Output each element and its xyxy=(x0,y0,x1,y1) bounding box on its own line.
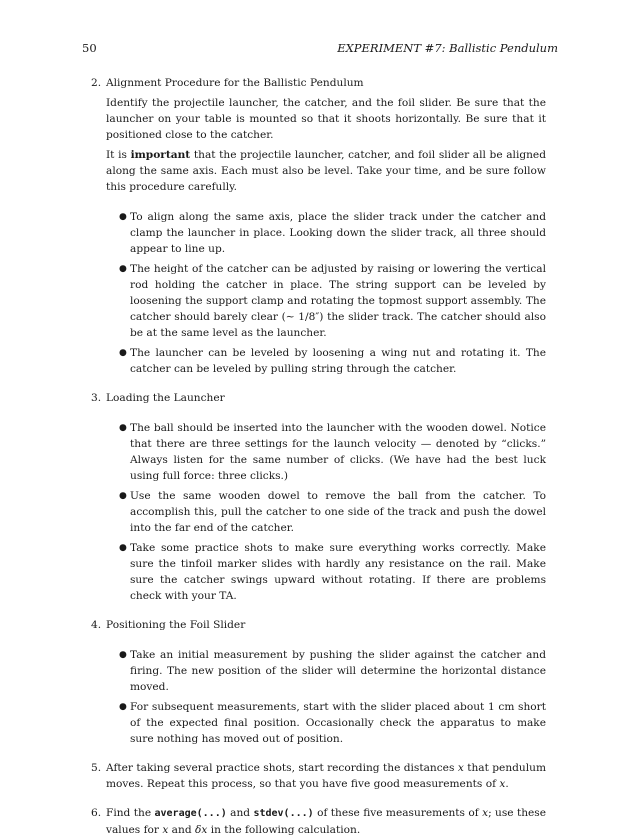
bullet-item xyxy=(119,699,546,747)
item-number: 4. xyxy=(91,619,102,631)
page-content xyxy=(91,75,547,838)
text-span: that the projectile launcher, catcher, and foil slider all be aligned along the same axis. Each must also be level. Take your time, and be sure follow this procedure carefully. xyxy=(106,149,546,193)
item-number: 3. xyxy=(91,392,102,404)
code-average: average(...) xyxy=(154,808,227,819)
text-span: and xyxy=(168,824,195,836)
bullet-text: Use the same wooden dowel to remove the ball from the catcher. To accomplish this, pull the catcher to one side of the track and push the dowel into the far end of the catcher. xyxy=(130,490,546,534)
bullet-item xyxy=(119,540,546,604)
text-span: that pendulum moves. Repeat this process, so that you have five good measurements of xyxy=(106,762,546,790)
bullet-text: Take an initial measurement by pushing the slider against the catcher and firing. The new position of the slider will determine the horizontal distance moved. xyxy=(130,649,546,693)
bullet-icon: ● xyxy=(119,423,127,433)
bullet-list xyxy=(106,209,546,377)
text-span: It is xyxy=(106,149,131,161)
list-item-6 xyxy=(91,805,547,838)
bullet-icon: ● xyxy=(119,348,127,358)
item-number: 2. xyxy=(91,77,102,89)
paragraph xyxy=(106,760,546,792)
bullet-icon: ● xyxy=(119,212,127,222)
math-x: x xyxy=(482,807,489,819)
text-span: After taking several practice shots, start recording the distances xyxy=(106,762,458,774)
bullet-item xyxy=(119,345,546,377)
bullet-item xyxy=(119,488,546,536)
running-title: EXPERIMENT #7: Ballistic Pendulum xyxy=(337,41,558,55)
paragraph: Identify the projectile launcher, the catcher, and the foil slider. Be sure that the launcher on your table is mounted so that it shoots horizontally. Be sure that it positioned close to the catcher. xyxy=(106,97,546,141)
math-x: x xyxy=(457,762,464,774)
bullet-item xyxy=(119,209,546,257)
bullet-icon: ● xyxy=(119,491,127,501)
paragraph xyxy=(106,147,546,195)
bullet-item xyxy=(119,420,546,484)
item-title: Positioning the Foil Slider xyxy=(106,619,246,631)
text-span: in the following calculation. xyxy=(207,824,361,836)
math-x: x xyxy=(499,778,506,790)
bullet-icon: ● xyxy=(119,702,127,712)
list-item-5 xyxy=(91,760,546,792)
list-item-4 xyxy=(91,617,546,747)
bullet-text: The height of the catcher can be adjusted by raising or lowering the vertical rod holding the catcher in place. The string support can be leveled by loosening the support clamp and rotating the topmost support assembly. The catcher should barely clear (∼ 1/8″) the slider track. The catcher should also be at the same level as the launcher. xyxy=(130,263,546,339)
math-delta-x: δx xyxy=(194,824,208,836)
bullet-text: Take some practice shots to make sure everything works correctly. Make sure the tinfoil marker slides with hardly any resistance on the rail. Make sure the catcher swings upward without rotating. If there are problems check with your TA. xyxy=(130,542,546,602)
bullet-icon: ● xyxy=(119,264,127,274)
bullet-item xyxy=(119,261,546,341)
text-span: . xyxy=(505,778,509,790)
item-title: Alignment Procedure for the Ballistic Pendulum xyxy=(106,77,364,89)
bullet-icon: ● xyxy=(119,650,127,660)
math-x: x xyxy=(162,824,169,836)
bullet-list xyxy=(106,647,546,747)
item-number: 6. xyxy=(91,807,102,819)
text-span: ; use these values for xyxy=(106,807,547,836)
bullet-list xyxy=(106,420,546,604)
page-number: 50 xyxy=(82,41,97,55)
text-span: of these five measurements of xyxy=(313,807,483,819)
item-number: 5. xyxy=(91,762,102,774)
paragraph xyxy=(106,805,546,838)
page-header xyxy=(82,41,558,57)
list-item-2 xyxy=(91,75,546,377)
code-stdev: stdev(...) xyxy=(253,808,314,819)
bullet-item xyxy=(119,647,546,695)
text-span: Find the xyxy=(106,807,155,819)
list-item-3 xyxy=(91,390,546,604)
bullet-text: The ball should be inserted into the launcher with the wooden dowel. Notice that there are three settings for the launch velocity — denoted by “clicks.” Always listen for the same number of clicks. (We have had the best luck using full force: three clicks.) xyxy=(130,422,546,482)
bold-emphasis: important xyxy=(130,149,191,161)
item-title: Loading the Launcher xyxy=(106,392,225,404)
bullet-text: To align along the same axis, place the slider track under the catcher and clamp the launcher in place. Looking down the slider track, all three should appear to line up. xyxy=(130,211,546,255)
bullet-text: The launcher can be leveled by loosening a wing nut and rotating it. The catcher can be leveled by pulling string through the catcher. xyxy=(130,347,546,375)
bullet-icon: ● xyxy=(119,543,127,553)
text-span: and xyxy=(226,807,254,819)
bullet-text: For subsequent measurements, start with the slider placed about 1 cm short of the expected final position. Occasionally check the apparatus to make sure nothing has moved out of position. xyxy=(130,701,546,745)
